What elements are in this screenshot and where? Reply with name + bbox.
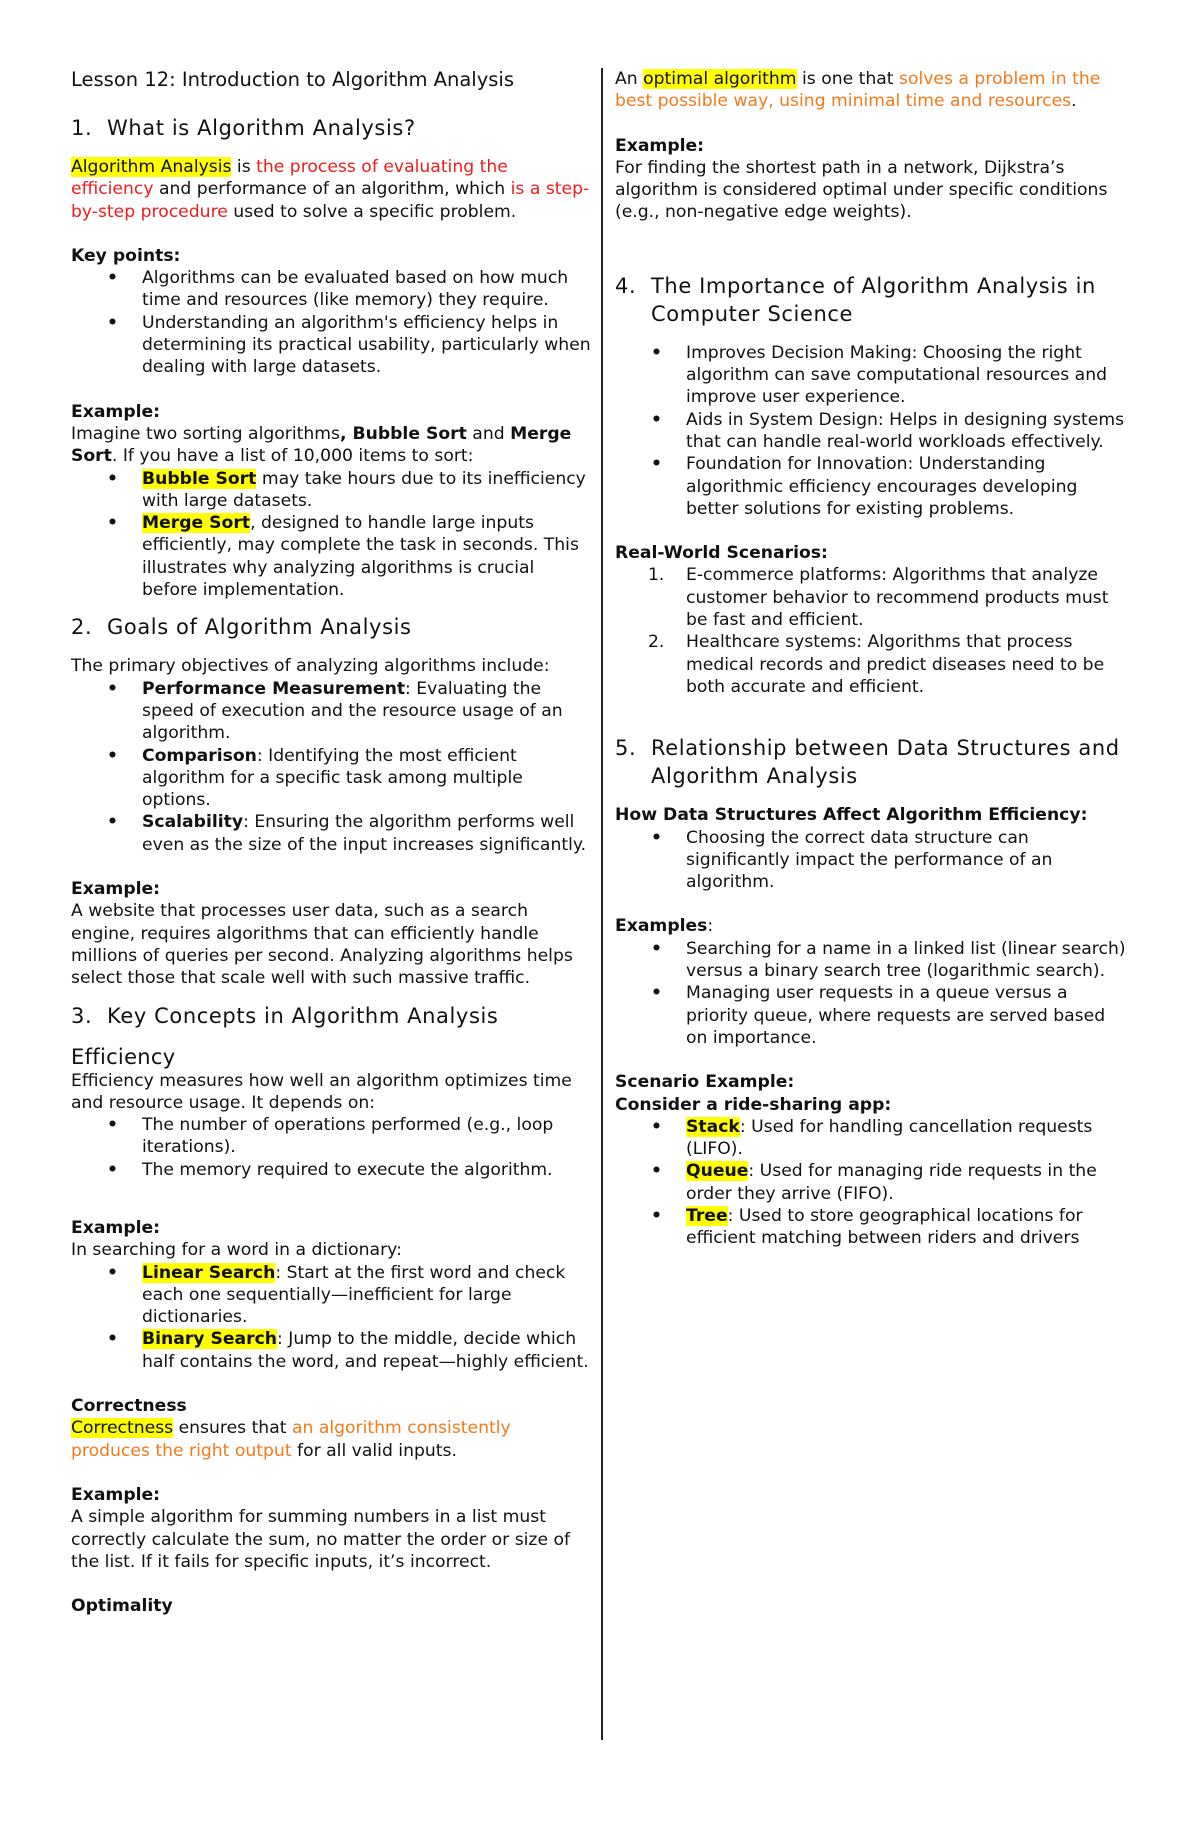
section-4-title: The Importance of Algorithm Analysis in Computer Science bbox=[651, 273, 1096, 326]
spacer bbox=[71, 856, 591, 878]
examples-colon: : bbox=[707, 916, 714, 937]
example-label bbox=[71, 878, 591, 900]
list-item: • Managing user requests in a queue versus a priority queue, where requests are served based on importance. bbox=[686, 982, 1130, 1049]
list-item: • The memory required to execute the algorithm. bbox=[142, 1159, 591, 1181]
optimality-orange: solves a problem in the best possible way, using minimal time and resources bbox=[615, 69, 1101, 112]
example-label-text: Example: bbox=[71, 879, 161, 900]
goal-term: Comparison bbox=[142, 745, 257, 766]
ride-sharing-list bbox=[615, 1116, 1130, 1250]
sorting-example-intro bbox=[71, 423, 591, 468]
lesson-title: Lesson 12: Introduction to Algorithm Analysis bbox=[71, 68, 515, 91]
website-example-text: A website that processes user data, such as a search engine, requires algorithms that can efficiently handle millions of queries per second. Analyzing algorithms helps select those that scale well with such massive traffic. bbox=[71, 901, 573, 989]
scenario-text: E-commerce platforms: Algorithms that analyze customer behavior to recommend products must be fast and efficient. bbox=[686, 565, 1109, 631]
list-item: • Understanding an algorithm's efficiency helps in determining its practical usability, particularly when dealing with large datasets. bbox=[142, 312, 591, 379]
list-item bbox=[648, 631, 1130, 698]
goal-text: : Identifying the most efficient algorithm for a specific task among multiple options. bbox=[142, 745, 523, 811]
sorting-text-2: and bbox=[466, 423, 511, 444]
definition-text-3: used to solve a specific problem. bbox=[227, 201, 517, 222]
optimality-heading-text: Optimality bbox=[71, 1596, 173, 1617]
summing-example-text: A simple algorithm for summing numbers in a list must correctly calculate the sum, no matter the order or size of the list. If it fails for specific inputs, it’s incorrect. bbox=[71, 1507, 571, 1572]
dictionary-example-intro: In searching for a word in a dictionary: bbox=[71, 1240, 402, 1261]
goals-intro: The primary objectives of analyzing algorithms include: bbox=[71, 656, 550, 677]
list-item bbox=[648, 564, 1130, 631]
example-label bbox=[71, 1217, 591, 1239]
binary-search-text: : Jump to the middle, decide which half contains the word, and repeat—highly efficient. bbox=[142, 1329, 589, 1372]
spacer bbox=[71, 1462, 591, 1484]
left-column bbox=[71, 68, 591, 1617]
stack-term: Stack bbox=[686, 1116, 740, 1137]
queue-term: Queue bbox=[686, 1161, 749, 1182]
definition-red-1: the process of evaluating the efficiency bbox=[71, 157, 508, 200]
spacer bbox=[615, 698, 1130, 734]
column-divider bbox=[601, 68, 603, 1740]
efficiency-heading: Efficiency bbox=[71, 1044, 176, 1069]
list-number: 2. bbox=[648, 632, 665, 653]
ds-list bbox=[615, 827, 1130, 894]
efficiency-list bbox=[71, 1114, 591, 1181]
example-label-text: Example: bbox=[71, 1484, 161, 1505]
section-3-number: 3. bbox=[71, 1003, 93, 1028]
key-points-label bbox=[71, 245, 591, 267]
goals-list bbox=[71, 678, 591, 856]
example-label-text: Example: bbox=[71, 401, 161, 422]
merge-sort-term: Merge Sort bbox=[142, 513, 251, 534]
spacer bbox=[615, 260, 1130, 272]
spacer bbox=[615, 113, 1130, 135]
definition-term: Algorithm Analysis bbox=[71, 157, 232, 177]
goal-term: Scalability bbox=[142, 812, 244, 833]
section-3-heading bbox=[71, 1002, 591, 1030]
optimal-algorithm-term: optimal algorithm bbox=[643, 69, 797, 89]
list-item bbox=[142, 512, 591, 601]
sorting-text-3: . If you have a list of 10,000 items to sort: bbox=[111, 446, 474, 467]
bubble-sort-text: may take hours due to its inefficiency with large datasets. bbox=[142, 468, 586, 511]
definition-text-2: and performance of an algorithm, which bbox=[153, 179, 511, 200]
correctness-definition bbox=[71, 1417, 591, 1462]
list-item: • Foundation for Innovation: Understanding algorithmic efficiency encourages developing better solutions for existing problems. bbox=[686, 453, 1130, 520]
list-item bbox=[686, 1160, 1130, 1205]
correctness-term: Correctness bbox=[71, 1418, 174, 1439]
spacer bbox=[71, 379, 591, 401]
list-item bbox=[142, 745, 591, 812]
optimality-heading bbox=[71, 1595, 591, 1617]
spacer bbox=[615, 1049, 1130, 1071]
key-points-list bbox=[71, 267, 591, 378]
tree-text: : Used to store geographical locations for efficient matching between riders and drivers bbox=[686, 1205, 1083, 1249]
optimality-definition bbox=[615, 68, 1130, 113]
example-label bbox=[615, 135, 1130, 157]
dijkstra-example-text: For finding the shortest path in a network, Dijkstra’s algorithm is considered optimal under specific conditions (e.g., non-negative edge weights). bbox=[615, 157, 1108, 223]
correctness-heading bbox=[71, 1395, 591, 1417]
importance-list bbox=[615, 342, 1130, 520]
sorting-example-list bbox=[71, 468, 591, 602]
sorting-bold-1: , Bubble Sort bbox=[339, 423, 467, 444]
spacer bbox=[71, 1573, 591, 1595]
linear-search-text: : Start at the first word and check each one sequentially—inefficient for large dictionaries. bbox=[142, 1262, 566, 1328]
list-item: • Algorithms can be evaluated based on how much time and resources (like memory) they require. bbox=[142, 267, 591, 312]
scenario-label-text: Scenario Example: bbox=[615, 1072, 795, 1093]
correctness-heading-text: Correctness bbox=[71, 1396, 187, 1417]
section-5-number: 5. bbox=[615, 736, 637, 761]
optimality-text-3: . bbox=[1071, 91, 1077, 112]
example-label bbox=[71, 1484, 591, 1506]
ds-label bbox=[615, 804, 1130, 826]
list-item bbox=[142, 1262, 591, 1329]
list-item: • Improves Decision Making: Choosing the right algorithm can save computational resources and improve user experience. bbox=[686, 342, 1130, 409]
optimality-text-2: is one that bbox=[796, 69, 900, 89]
section-2-number: 2. bbox=[71, 615, 93, 640]
definition-text-1: is bbox=[231, 157, 257, 177]
scenarios-label bbox=[615, 542, 1130, 564]
correctness-text-2: for all valid inputs. bbox=[291, 1440, 457, 1461]
spacer bbox=[615, 224, 1130, 260]
list-item bbox=[142, 468, 591, 513]
sorting-bold-2: Merge Sort bbox=[71, 423, 572, 467]
ds-examples-list bbox=[615, 938, 1130, 1049]
spacer bbox=[71, 1373, 591, 1395]
section-4-heading bbox=[615, 272, 1130, 328]
scenario-intro-text: Consider a ride-sharing app: bbox=[615, 1094, 892, 1115]
example-label-text: Example: bbox=[615, 135, 705, 156]
spacer bbox=[615, 520, 1130, 542]
goal-text: : Ensuring the algorithm performs well even as the size of the input increases significantly. bbox=[142, 812, 587, 855]
section-1-number: 1. bbox=[71, 116, 93, 140]
list-item: • The number of operations performed (e.g., loop iterations). bbox=[142, 1114, 591, 1159]
list-item: • Aids in System Design: Helps in designing systems that can handle real-world workloads effectively. bbox=[686, 409, 1130, 454]
section-2-heading bbox=[71, 613, 591, 641]
section-1-title: What is Algorithm Analysis? bbox=[107, 116, 416, 140]
section-5-heading bbox=[615, 734, 1130, 790]
definition-red-2: is a step-by-step procedure bbox=[71, 179, 590, 222]
section-1-heading bbox=[71, 114, 591, 142]
efficiency-text: Efficiency measures how well an algorithm optimizes time and resource usage. It depends on: bbox=[71, 1070, 572, 1113]
sorting-text-1: Imagine two sorting algorithms bbox=[71, 423, 340, 444]
goal-term: Performance Measurement bbox=[142, 678, 406, 699]
scenarios-list bbox=[615, 564, 1130, 698]
list-item bbox=[686, 1116, 1130, 1161]
spacer bbox=[71, 601, 591, 613]
section-2-title: Goals of Algorithm Analysis bbox=[107, 615, 412, 640]
section-3-title: Key Concepts in Algorithm Analysis bbox=[107, 1003, 499, 1028]
binary-search-term: Binary Search bbox=[142, 1329, 278, 1350]
scenarios-label-text: Real-World Scenarios: bbox=[615, 543, 828, 564]
scenario-intro bbox=[615, 1094, 1130, 1116]
correctness-orange: an algorithm consistently produces the right output bbox=[71, 1418, 511, 1461]
section-4-number: 4. bbox=[615, 273, 637, 298]
example-label bbox=[71, 401, 591, 423]
list-item bbox=[142, 678, 591, 745]
scenario-label bbox=[615, 1071, 1130, 1093]
scenario-text: Healthcare systems: Algorithms that process medical records and predict diseases need to be both accurate and efficient. bbox=[686, 632, 1105, 697]
example-label-text: Example: bbox=[71, 1217, 161, 1238]
examples-label-text: Examples bbox=[615, 916, 708, 937]
spacer bbox=[71, 223, 591, 245]
search-example-list bbox=[71, 1262, 591, 1373]
goal-text: : Evaluating the speed of execution and the resource usage of an algorithm. bbox=[142, 678, 563, 744]
right-column bbox=[615, 68, 1130, 1250]
spacer bbox=[71, 1181, 591, 1217]
optimality-text-1: An bbox=[615, 69, 644, 89]
list-item: • Searching for a name in a linked list (linear search) versus a binary search tree (logarithmic search). bbox=[686, 938, 1130, 983]
spacer bbox=[71, 990, 591, 1002]
ds-label-text: How Data Structures Affect Algorithm Efficiency: bbox=[615, 805, 1088, 826]
list-item bbox=[142, 811, 591, 856]
list-item: • Choosing the correct data structure can significantly impact the performance of an algorithm. bbox=[686, 827, 1130, 894]
list-item bbox=[142, 1328, 591, 1373]
spacer bbox=[615, 893, 1130, 915]
bubble-sort-term: Bubble Sort bbox=[142, 468, 257, 489]
stack-text: : Used for handling cancellation requests (LIFO). bbox=[686, 1116, 1093, 1160]
list-number: 1. bbox=[648, 565, 665, 586]
list-item bbox=[686, 1205, 1130, 1250]
key-points-label-text: Key points: bbox=[71, 245, 181, 266]
queue-text: : Used for managing ride requests in the order they arrive (FIFO). bbox=[686, 1161, 1097, 1204]
section-5-title: Relationship between Data Structures and Algorithm Analysis bbox=[651, 736, 1120, 789]
linear-search-term: Linear Search bbox=[142, 1262, 276, 1283]
algorithm-analysis-definition bbox=[71, 156, 591, 223]
correctness-text-1: ensures that bbox=[173, 1418, 292, 1439]
merge-sort-text: , designed to handle large inputs efficiently, may complete the task in seconds. This illustrates why analyzing algorithms is crucial before implementation. bbox=[142, 513, 579, 601]
tree-term: Tree bbox=[686, 1205, 728, 1226]
examples-label bbox=[615, 915, 1130, 937]
